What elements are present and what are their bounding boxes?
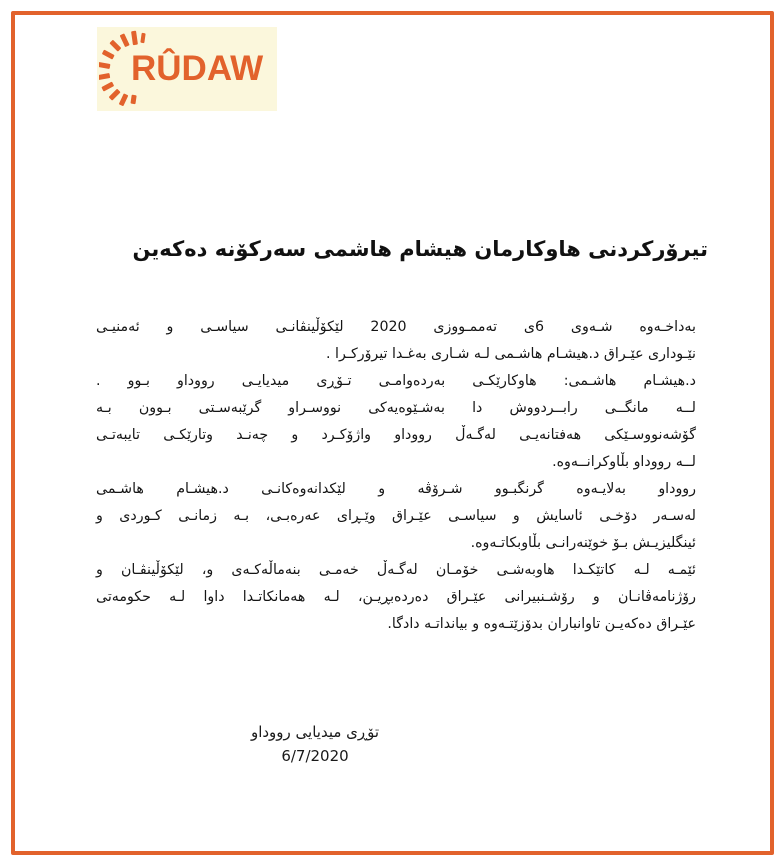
body-line: گۆشەنووسـێکی هەفتانەیـی لەگـەڵ رووداو واژۆکـرد و چەنـد وتارێکـی تایبەتـی: [96, 427, 696, 443]
document-title: تیرۆرکردنی هاوکارمان هیشام هاشمی سەرکۆنە دەکەین: [132, 237, 708, 261]
body-line: لــە رووداو بڵاوکرانــەوە.: [552, 454, 696, 470]
signature-date: 6/7/2020: [281, 747, 349, 765]
body-line: بەداخـەوە شـەوی 6ی تەممـووزی 2020 لێکۆڵینڤانـی سیاسـی و ئەمنیـی: [96, 319, 696, 335]
body-line: نێـوداری عێـراق د.هیشـام هاشـمی لـە شـاری بەغـدا تیرۆرکـرا .: [326, 346, 696, 362]
body-line: ئینگلیزیـش بـۆ خوێنەرانـی بڵاوبکاتـەوە.: [470, 535, 696, 551]
body-line: لــە مانگــی رابــردووش دا بەشـێوەیەکی نووسـراو گرێبەسـتی بـوون بـە: [96, 400, 696, 416]
body-line: لەسـەر دۆخـی ئاسایش و سیاسـی عێـراق وێـڕای عەرەبـی، بـە زمانـی کـوردی و: [96, 508, 696, 524]
body-line: ئێمـە لـە کاتێکـدا هاوبەشـی خۆمـان لەگـەڵ خەمـی بنەماڵەکـەی و، لێکۆڵینڤـان و: [96, 562, 696, 578]
body-line: رووداو بەلایـەوە گرنگبـوو شـرۆڤە و لێکدانەوەکانـی د.هیشـام هاشـمی: [96, 481, 696, 497]
signature-block: [230, 720, 400, 768]
logo-wordmark: RÛDAW: [131, 49, 264, 88]
statement-body: [96, 314, 696, 638]
body-line: د.هیشـام هاشـمی: هاوکارێکـی بەردەوامـی تـۆڕی میدیایـی رووداو بـوو .: [96, 373, 696, 389]
body-line: رۆژنامەڤانـان و رۆشـنبیرانی عێـراق دەردەبڕیـن، لـە هەمانکاتـدا داوا لـە حکومەتی: [96, 589, 696, 605]
body-line: عێـراق دەکەیـن تاوانباران بدۆزێتـەوە و بیانداتـە دادگا.: [387, 616, 696, 632]
rudaw-logo: [97, 27, 277, 111]
signature-name: تۆڕی میدیایی رووداو: [250, 723, 380, 741]
